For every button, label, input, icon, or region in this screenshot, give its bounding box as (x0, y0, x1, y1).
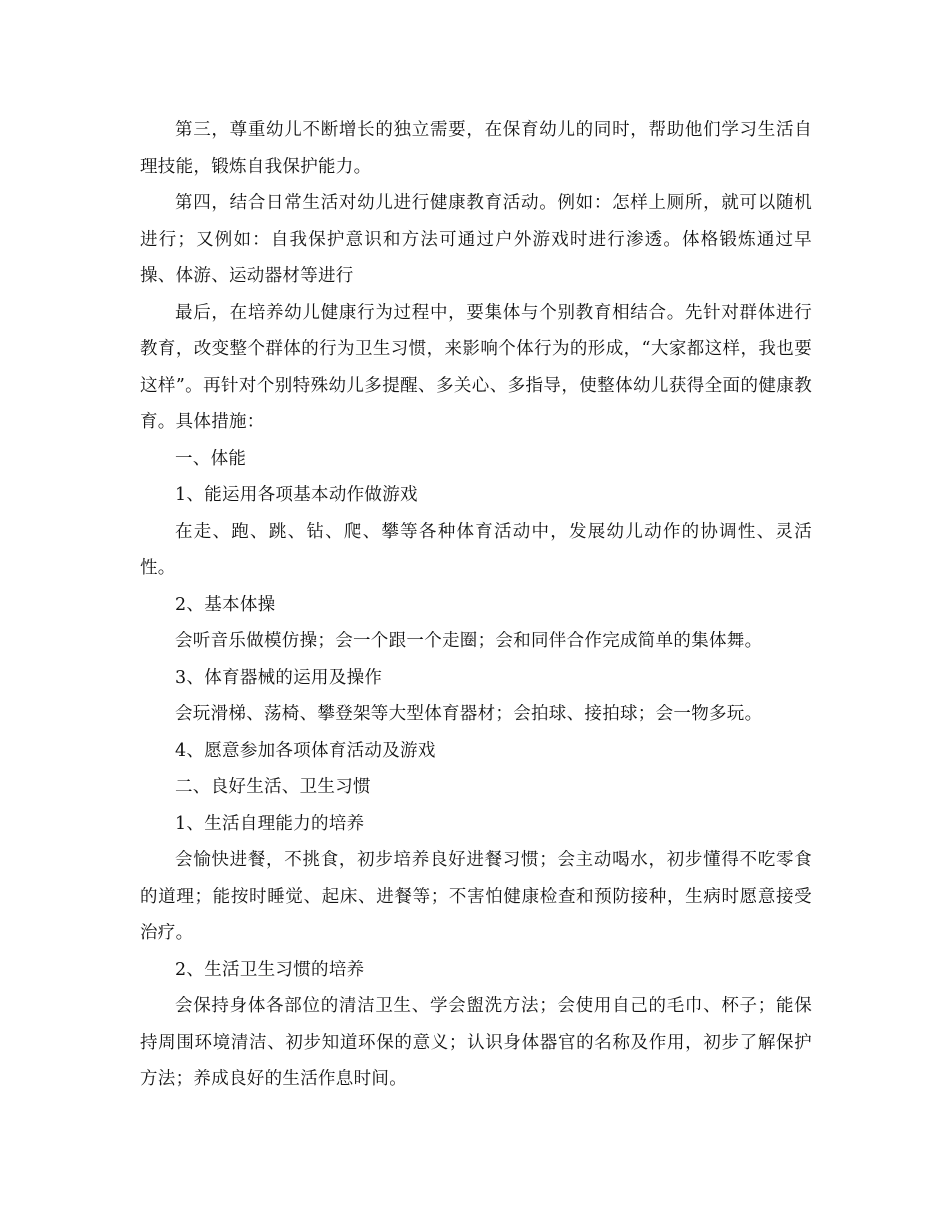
heading-equipment-use: 3、体育器械的运用及操作 (175, 667, 383, 688)
heading-living-hygiene-habits: 二、良好生活、卫生习惯 (175, 777, 371, 797)
paragraph-self-care: 会愉快进餐，不挑食，初步培养良好进餐习惯；会主动喝水，初步懂得不吃零食的道理；能按时睡觉、起床、进餐等；不害怕健康检查和预防接种，生病时愿意接受治疗。 (140, 850, 812, 943)
paragraph-fourth-principle: 第四，结合日常生活对幼儿进行健康教育活动。例如：怎样上厕所，就可以随机进行；又例如：自我保护意识和方法可通过户外游戏时进行渗透。体格锻炼通过早操、体游、运动器材等进行 (140, 193, 812, 286)
heading-basic-movements: 1、能运用各项基本动作做游戏 (175, 485, 418, 505)
heading-basic-exercises: 2、基本体操 (175, 594, 276, 615)
paragraph-basic-exercises: 会听音乐做模仿操；会一个跟一个走圈；会和同伴合作完成简单的集体舞。 (175, 631, 763, 651)
document-body (140, 112, 812, 1098)
heading-physical-ability: 一、体能 (175, 448, 247, 469)
heading-self-care: 1、生活自理能力的培养 (175, 813, 365, 834)
paragraph-third-principle: 第三，尊重幼儿不断增长的独立需要，在保育幼儿的同时，帮助他们学习生活自理技能，锻炼自我保护能力。 (140, 120, 812, 177)
paragraph-final-principle: 最后，在培养幼儿健康行为过程中，要集体与个别教育相结合。先针对群体进行教育，改变整个群体的行为卫生习惯，来影响个体行为的形成，“大家都这样，我也要这样”。再针对个别特殊幼儿多提醒、多关心、多指导，使整体幼儿获得全面的健康教育。具体措施： (140, 302, 812, 432)
paragraph-equipment-use: 会玩滑梯、荡椅、攀登架等大型体育器材；会拍球、接拍球；会一物多玩。 (175, 704, 763, 724)
heading-willing-participation: 4、愿意参加各项体育活动及游戏 (175, 740, 436, 761)
paragraph-basic-movements: 在走、跑、跳、钻、爬、攀等各种体育活动中，发展幼儿动作的协调性、灵活性。 (140, 521, 812, 578)
heading-hygiene-habits: 2、生活卫生习惯的培养 (175, 959, 365, 980)
paragraph-hygiene-habits: 会保持身体各部位的清洁卫生、学会盥洗方法；会使用自己的毛巾、杯子；能保持周围环境清洁、初步知道环保的意义；认识身体器官的名称及作用，初步了解保护方法；养成良好的生活作息时间。 (140, 996, 812, 1089)
